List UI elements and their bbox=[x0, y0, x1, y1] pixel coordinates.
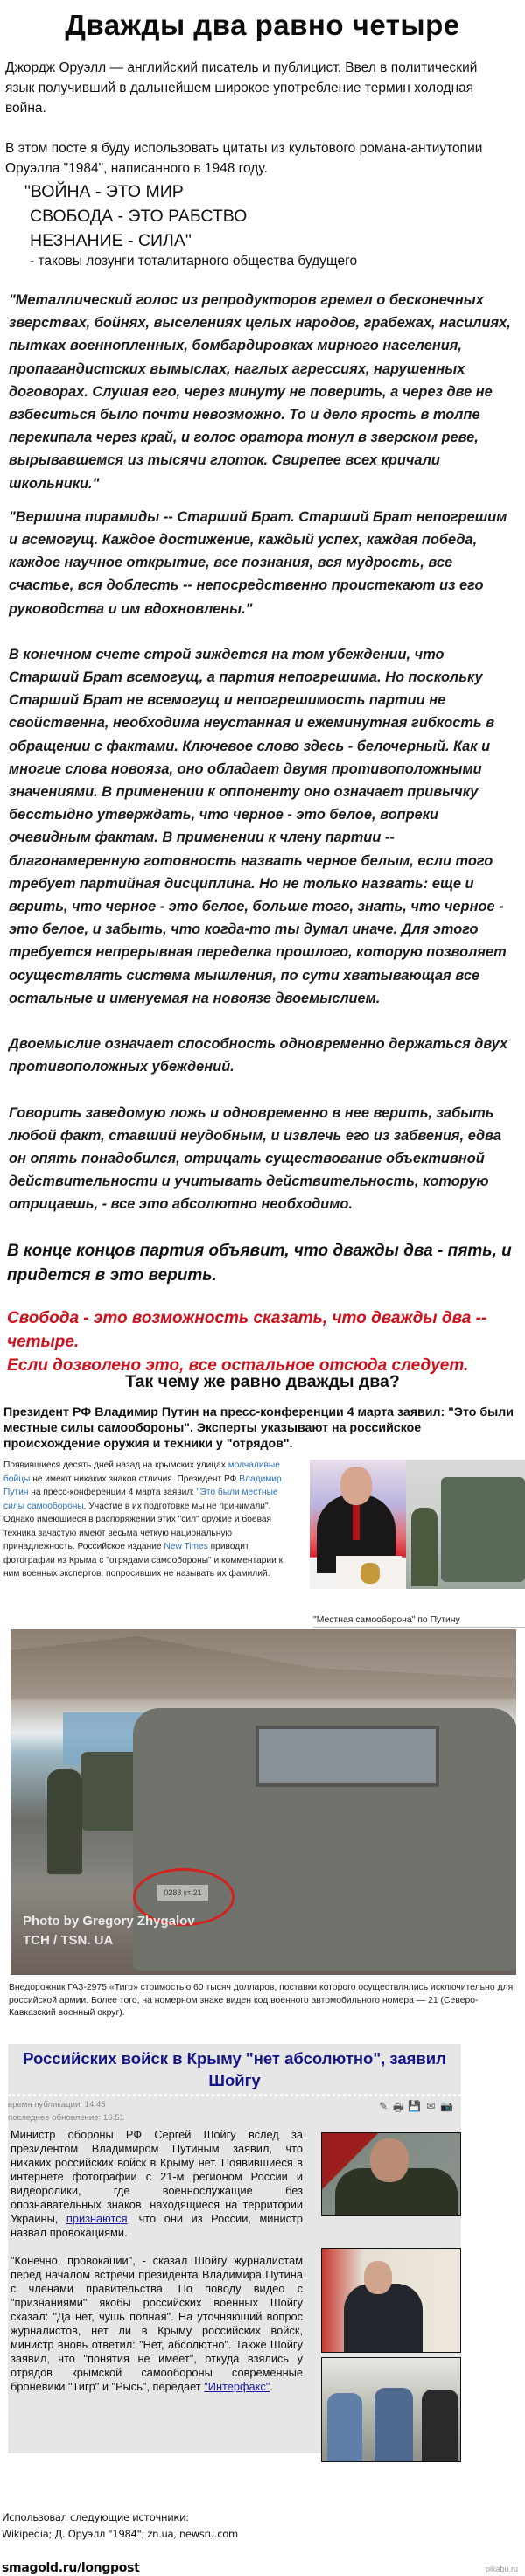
article-paragraph bbox=[10, 2254, 303, 2394]
news-text: на пресс-конференции 4 марта заявил: bbox=[28, 1488, 197, 1497]
article-paragraph bbox=[10, 2128, 303, 2240]
soldiers-vehicle-image bbox=[406, 1460, 525, 1589]
tigr-caption: Внедорожник ГАЗ-2975 «Тигр» стоимостью 60 тысяч долларов, поставки которого осуществлялись исключительно для российской армии. Более того, на номерном знаке виден код военного автомобильного номера — 21 (Северо-Кавказский военный округ). bbox=[9, 1983, 514, 2018]
masked-men-photo bbox=[321, 2357, 461, 2462]
conclusion: В конце концов партия объявит, что дважды два - пять, и придется в это верить. bbox=[7, 1242, 512, 1284]
quote-paragraph: Говорить заведомую ложь и одновременно в нее верить, забыть любой факт, ставший неудобным, и извлечь его из забвения, едва он опять понадобился, отрицать существование объективной действительности и учитывать действительность, которую отрицаешь, - все это абсолютно необходимо. bbox=[9, 1104, 501, 1213]
slogans-note: - таковы лозунги тоталитарного общества будущего bbox=[30, 254, 358, 269]
news-text: Появившиеся десять дней назад на крымских улицах bbox=[4, 1460, 228, 1470]
news-text: приводит фотографии из Крыма с "отрядами самообороны" и комментарии к ним военных экспертов, попросивших не называть их фамилий. bbox=[4, 1542, 284, 1578]
photo-credit-line: Photo by Gregory Zhygalov bbox=[23, 1914, 195, 1928]
red-statement bbox=[7, 1306, 514, 1377]
edit-icon[interactable]: ✎ bbox=[379, 2100, 388, 2112]
section-title: Так чему же равно дважды два? bbox=[125, 1372, 400, 1391]
license-plate: 0288 кт 21 bbox=[158, 1885, 208, 1900]
footer-site: smagold.ru/longpost bbox=[2, 2561, 140, 2575]
camera-icon[interactable]: 📷 bbox=[440, 2100, 454, 2112]
photo-credit bbox=[23, 1912, 195, 1950]
link-silent-fighters[interactable]: молчаливые бойцы bbox=[4, 1460, 280, 1484]
published-time: время публикации: 14:45 bbox=[8, 2100, 106, 2110]
putin-seated-photo bbox=[321, 2248, 461, 2353]
orwell-quotes bbox=[9, 289, 516, 1227]
link-confessions[interactable]: признаются bbox=[66, 2212, 128, 2225]
page-title: Дважды два равно четыре bbox=[65, 9, 460, 41]
quote-paragraph: "Вершина пирамиды -- Старший Брат. Старший Брат непогрешим и всемогущ. Каждое достижение, каждый успех, каждая победа, каждое научное открытие, все познания, вся мудрость, все счастье, вся доблесть -- непосредственно проистекают из его руководства и им вдохновлены." bbox=[9, 508, 508, 617]
email-icon[interactable]: ✉ bbox=[426, 2100, 436, 2112]
shoigu-article-title: Российских войск в Крыму "нет абсолютно", заявил Шойгу bbox=[23, 2049, 446, 2090]
slogan-line: СВОБОДА - ЭТО РАБСТВО bbox=[30, 206, 248, 226]
slogans bbox=[24, 179, 247, 253]
save-icon[interactable]: 💾 bbox=[408, 2100, 422, 2112]
link-interfax[interactable]: "Интерфакс" bbox=[204, 2380, 270, 2393]
red-statement-line: Свобода - это возможность сказать, что дважды два -- четыре. bbox=[7, 1309, 487, 1351]
slogan-line: НЕЗНАНИЕ - СИЛА" bbox=[30, 231, 192, 250]
shoigu-article-body bbox=[10, 2128, 303, 2408]
link-vladimir-putin[interactable]: Владимир Путин bbox=[4, 1474, 282, 1497]
article-toolbar bbox=[379, 2100, 453, 2118]
shoigu-photo bbox=[321, 2132, 461, 2216]
putin-and-soldiers-photo bbox=[310, 1460, 525, 1589]
slogan-line: "ВОЙНА - ЭТО МИР bbox=[24, 182, 184, 201]
divider bbox=[8, 2094, 461, 2096]
quote-paragraph: "Металлический голос из репродукторов гремел о бесконечных зверствах, бойнях, выселениях целых народов, грабежах, насилиях, пытках военнопленных, бомбардировках мирного населения, пропагандистских вымыслах, наглых агрессиях, нарушенных договорах. Слушая его, через минуту не поверить, а через две не взбеситься было почти невозможно. То и дело ярость в толпе перекипала через край, и голос оратора тонул в зверском реве, вырывавшемся из тысячи глоток. Свирепее всех кричали школьники." bbox=[9, 292, 511, 492]
sources-label: Использовал следующие источники: bbox=[2, 2511, 189, 2524]
putin-podium-image bbox=[310, 1460, 406, 1589]
link-self-defense-quote[interactable]: "Это были местные силы самообороны. bbox=[4, 1488, 278, 1511]
intro bbox=[5, 58, 495, 199]
article-text: , что они из России, министр назвал провокациями. bbox=[10, 2212, 303, 2239]
quote-paragraph: В конечном счете строй зиждется на том убеждении, что Старший Брат всемогущ, а партия непогрешима. Но поскольку Старший Брат не всемогущ и непогрешимость партии не свойственна, необходима неустанная и ежеминутная гибкость в обращении с фактами. Ключевое слово здесь - белочерный. Как и многие слова новояза, оно обладает двумя противоположными значениями. В применении к оппоненту оно означает привычку бесстыдно утверждать, что черное - это белое, вопреки очевидным фактам. В применении к члену партии -- благонамеренную готовность назвать черное белым, если того требует партийная дисциплина. Но не только назвать: еще и верить, что черное - это белое, больше того, знать, что черное - это белое, и забыть, что когда-то ты думал иначе. Для этого требуется непрерывная переделка прошлого, которую позволяет осуществлять система мышления, по сути хватывающая все остальные и именуемая на новоязе двоемыслием. bbox=[9, 646, 507, 1006]
quote-paragraph: Двоемыслие означает способность одновременно держаться двух противоположных убеждений. bbox=[9, 1036, 508, 1075]
intro-paragraph: Джордж Оруэлл — английский писатель и публицист. Ввел в политический язык получивший в дальнейшем широкое употребление термин холодная война. bbox=[5, 60, 478, 116]
red-statement-line: Если дозволено это, все остальное отсюда следует. bbox=[7, 1356, 469, 1375]
updated-time: последнее обновление: 16:51 bbox=[8, 2113, 124, 2123]
article-meta bbox=[8, 2098, 124, 2124]
article-text: Министр обороны РФ Сергей Шойгу вслед за президентом Владимиром Путиным заявил, что никаких российских войск в Крыму нет. Появившиеся в интернете фотографии с 21-м регионом России и видеоролики, где военнослужащие без опознавательных знаков, находящиеся на территории Украины, bbox=[10, 2128, 303, 2225]
sources-list: Wikipedia; Д. Оруэлл "1984"; zn.ua, newsru.com bbox=[2, 2528, 238, 2540]
sources bbox=[2, 2510, 238, 2543]
article-text: . bbox=[270, 2380, 273, 2393]
tigr-vehicle-photo bbox=[10, 1629, 516, 1975]
photo-caption: "Местная самооборона" по Путину bbox=[313, 1615, 525, 1628]
article-text: "Конечно, провокации", - сказал Шойгу журналистам перед началом встречи президента Владимира Путина с членами правительства. По поводу видео с "признаниями" якобы российских военных Шойгу сказал: "Да нет, чушь полная". На уточняющий вопрос журналистов, нет ли в Крыму российских войск, министр вновь ответил: "Нет, абсолютно". Также Шойгу заявил, что "понятия не имеет", откуда взялись у отрядов крымской самообороны современные броневики "Тигр" и "Рысь", передает bbox=[10, 2254, 303, 2393]
footer-brand-logo: pikabu.ru bbox=[486, 2565, 519, 2573]
news-text: не имеют никаких знаков отличия. Президент РФ bbox=[30, 1474, 240, 1484]
news-paragraph bbox=[4, 1459, 284, 1581]
coat-of-arms-icon bbox=[360, 1563, 380, 1584]
intro-paragraph: В этом посте я буду использовать цитаты из культового романа-антиутопии Оруэлла "1984", написанного в 1948 году. bbox=[5, 141, 483, 176]
link-new-times[interactable]: New Times bbox=[164, 1542, 208, 1551]
photo-credit-line: TCH / TSN. UA bbox=[23, 1933, 114, 1948]
news-lead: Президент РФ Владимир Путин на пресс-конференции 4 марта заявил: "Это были местные силы самообороны". Эксперты указывают на российское происхождение оружия и техники у "отрядов". bbox=[4, 1405, 514, 1451]
news-text: Участие в их подготовке мы не принимали". Однако имеющиеся в распоряжении этих "сил" оружие и боевая техника зачастую имеют весьма четкую национальную принадлежность. Российское издание bbox=[4, 1501, 272, 1551]
print-icon[interactable]: 🖶 bbox=[393, 2102, 403, 2114]
